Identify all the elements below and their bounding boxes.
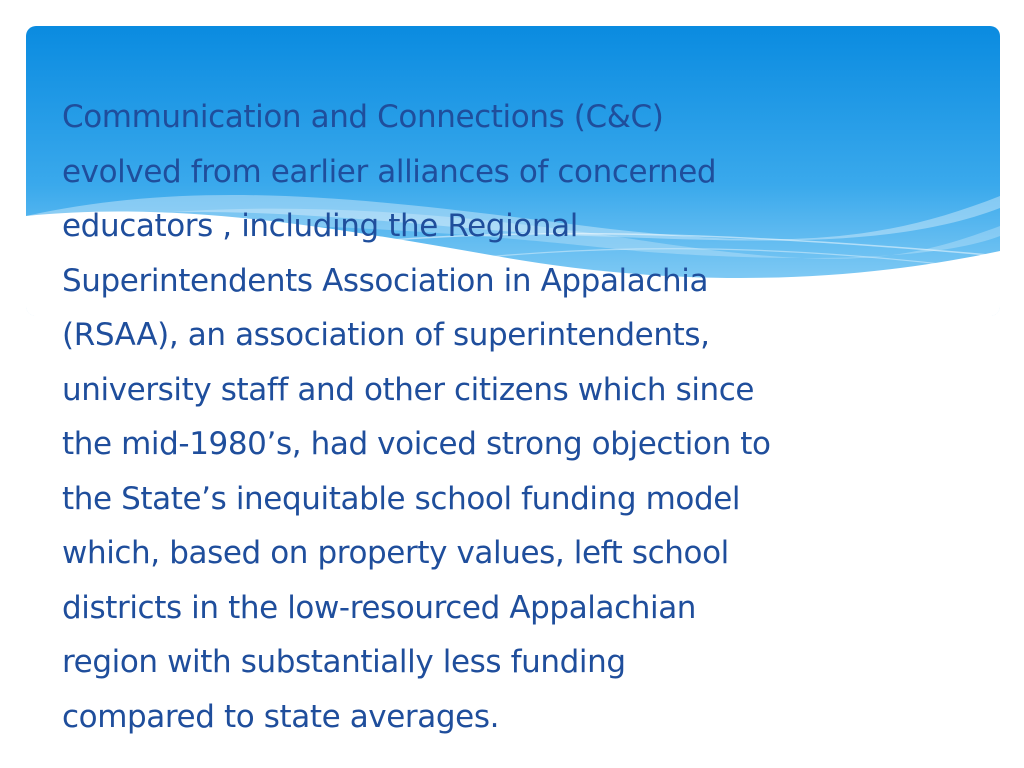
paragraph-line: (RSAA), an association of superintendents,: [62, 317, 710, 353]
paragraph-line: Superintendents Association in Appalachia: [62, 262, 709, 299]
paragraph-line: evolved from earlier alliances of concerned: [62, 153, 717, 190]
paragraph-line: the State’s inequitable school funding model: [62, 480, 741, 517]
paragraph-line: compared to state averages.: [62, 698, 500, 735]
paragraph-line: districts in the low-resourced Appalachian: [62, 589, 697, 626]
paragraph-line: university staff and other citizens which since: [62, 371, 755, 408]
paragraph-line: Communication and Connections (C&C): [62, 99, 664, 135]
body-paragraph: [62, 90, 992, 744]
paragraph-line: educators , including the Regional: [62, 208, 578, 244]
paragraph-line: the mid-1980’s, had voiced strong objection to: [62, 426, 771, 462]
paragraph-line: region with substantially less funding: [62, 644, 626, 680]
paragraph-line: which, based on property values, left school: [62, 535, 729, 571]
